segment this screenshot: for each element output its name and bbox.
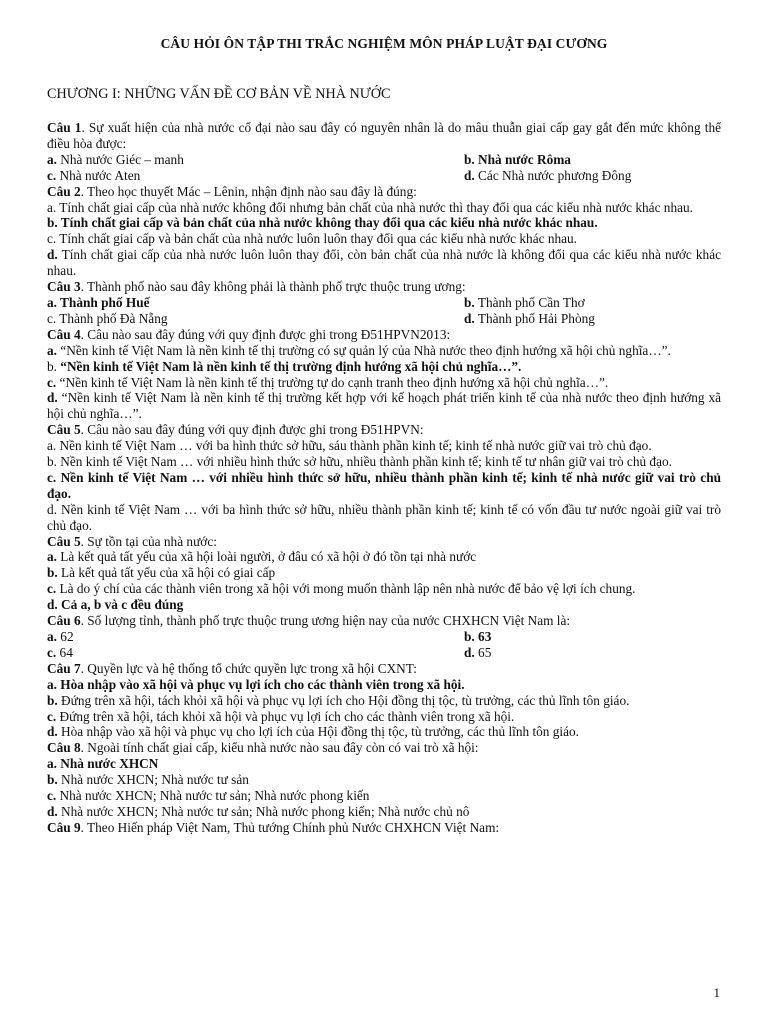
option-b-answer: b. “Nền kinh tế Việt Nam là nền kinh tế thị trường định hướng xã hội chủ nghĩa…”. bbox=[47, 358, 522, 374]
question-list bbox=[47, 120, 721, 836]
page-number: 1 bbox=[713, 985, 720, 1000]
option-c: c. Là do ý chí của các thành viên trong xã hội với mong muốn thành lập nên nhà nước để bảo vệ lợi ích chung. bbox=[47, 581, 636, 597]
chapter-heading: CHƯƠNG I: NHỮNG VẤN ĐỀ CƠ BẢN VỀ NHÀ NƯỚC bbox=[47, 86, 391, 102]
option-a: a. Là kết quả tất yếu của xã hội loài người, ở đâu có xã hội ở đó tồn tại nhà nước bbox=[47, 549, 477, 565]
option-a: a. 62 bbox=[47, 629, 74, 644]
option-b-answer: b. Nhà nước Rôma bbox=[464, 151, 571, 167]
option-b-answer: b. 63 bbox=[464, 629, 492, 644]
question-2: Câu 2. Theo học thuyết Mác – Lênin, nhận định nào sau đây là đúng: bbox=[47, 183, 417, 199]
question-text: . Sự xuất hiện của nhà nước cổ đại nào sau đây có nguyên nhân là do mâu thuẫn giai cấp gay gắt đến mức không thể điều hòa được: bbox=[47, 120, 721, 151]
question-label: Câu 1 bbox=[47, 120, 82, 135]
options-row bbox=[47, 645, 721, 661]
option-c: c. Thành phố Đà Nẵng bbox=[47, 310, 168, 326]
option-b: b. Nhà nước XHCN; Nhà nước tư sản bbox=[47, 772, 249, 788]
option-d: d. Thành phố Hải Phòng bbox=[464, 310, 595, 326]
options-row bbox=[47, 629, 721, 645]
option-c: c. “Nền kinh tế Việt Nam là nền kinh tế thị trường tự do cạnh tranh theo định hướng xã hội chủ nghĩa…”. bbox=[47, 374, 609, 390]
page-title: CÂU HỎI ÔN TẬP THI TRẮC NGHIỆM MÔN PHÁP LUẬT ĐẠI CƯƠNG bbox=[160, 36, 608, 51]
question-1 bbox=[47, 120, 721, 152]
option-b: b. Thành phố Cần Thơ bbox=[464, 294, 585, 310]
options-row bbox=[47, 311, 721, 327]
option-c: c. Đứng trên xã hội, tách khỏi xã hội và phục vụ lợi ích cho các thành viên trong xã hội. bbox=[47, 708, 515, 724]
option-b: b. Nền kinh tế Việt Nam … với nhiều hình thức sở hữu, nhiều thành phần kinh tế; kinh tế tư nhân giữ vai trò chủ đạo. bbox=[47, 454, 672, 470]
option-b-answer: b. Tính chất giai cấp và bản chất của nhà nước không thay đổi qua các kiểu nhà nước khác nhau. bbox=[47, 215, 598, 231]
option-b: b. Là kết quả tất yếu của xã hội có giai cấp bbox=[47, 565, 276, 581]
question-5a: Câu 5. Câu nào sau đây đúng với quy định được ghi trong Đ51HPVN: bbox=[47, 422, 424, 438]
question-9: Câu 9. Theo Hiến pháp Việt Nam, Thủ tướng Chính phủ Nước CHXHCN Việt Nam: bbox=[47, 819, 500, 835]
option-a: a. Tính chất giai cấp của nhà nước không đổi nhưng bản chất của nhà nước thì thay đổi qua các kiểu nhà nước khác nhau. bbox=[47, 199, 693, 215]
option-c-answer: c. Nền kinh tế Việt Nam … với nhiều hình thức sở hữu, nhiều thành phần kinh tế; kinh tế nhà nước giữ vai trò chủ đạo. bbox=[47, 469, 721, 501]
option-d: d. Các Nhà nước phương Đông bbox=[464, 167, 632, 183]
question-5b: Câu 5. Sự tồn tại của nhà nước: bbox=[47, 533, 217, 549]
question-4: Câu 4. Câu nào sau đây đúng với quy định được ghi trong Đ51HPVN2013: bbox=[47, 326, 451, 342]
question-6: Câu 6. Số lượng tỉnh, thành phố trực thuộc trung ương hiện nay của nước CHXHCN Việt Nam là: bbox=[47, 613, 571, 629]
option-d: d. Hòa nhập vào xã hội và phục vụ cho lợi ích của Hội đồng thị tộc, tù trưởng, các thủ lĩnh tôn giáo. bbox=[47, 724, 580, 740]
option-a-answer: a. Nhà nước XHCN bbox=[47, 756, 159, 772]
option-a-answer: a. Hòa nhập vào xã hội và phục vụ lợi ích cho các thành viên trong xã hội. bbox=[47, 676, 465, 692]
option-d: d. “Nền kinh tế Việt Nam là nền kinh tế thị trường kết hợp với kế hoạch phát triển kinh tế của nhà nước theo định hướng xã hội chủ nghĩa…”. bbox=[47, 390, 721, 422]
option-d-answer: d. Cả a, b và c đều đúng bbox=[47, 597, 184, 613]
option-a-answer: a. Thành phố Huế bbox=[47, 294, 150, 310]
option-c: c. Nhà nước XHCN; Nhà nước tư sản; Nhà nước phong kiến bbox=[47, 788, 370, 804]
options-row bbox=[47, 295, 721, 311]
option-a: a. Nhà nước Giéc – manh bbox=[47, 151, 184, 167]
option-d: d. Nhà nước XHCN; Nhà nước tư sản; Nhà nước phong kiến; Nhà nước chủ nô bbox=[47, 803, 470, 819]
question-3: Câu 3. Thành phố nào sau đây không phải là thành phố trực thuộc trung ương: bbox=[47, 279, 466, 295]
option-c: c. Nhà nước Aten bbox=[47, 167, 141, 183]
option-d: d. Nền kinh tế Việt Nam … với ba hình thức sở hữu, nhiều thành phần kinh tế; kinh tế có vốn đầu tư nước ngoài giữ vai trò chủ đạo. bbox=[47, 501, 721, 533]
question-8: Câu 8. Ngoài tính chất giai cấp, kiểu nhà nước nào sau đây còn có vai trò xã hội: bbox=[47, 740, 479, 756]
option-a: a. “Nền kinh tế Việt Nam là nền kinh tế thị trường có sự quản lý của Nhà nước theo định hướng xã hội chủ nghĩa…”. bbox=[47, 342, 671, 358]
option-b: b. Đứng trên xã hội, tách khỏi xã hội và phục vụ lợi ích cho Hội đồng thị tộc, tù trưởng, các thủ lĩnh tôn giáo. bbox=[47, 692, 630, 708]
question-7: Câu 7. Quyền lực và hệ thống tổ chức quyền lực trong xã hội CXNT: bbox=[47, 660, 417, 676]
option-a: a. Nền kinh tế Việt Nam … với ba hình thức sở hữu, sáu thành phần kinh tế; kinh tế nhà nước giữ vai trò chủ đạo. bbox=[47, 438, 652, 454]
options-row bbox=[47, 168, 721, 184]
options-row bbox=[47, 152, 721, 168]
option-d: d. Tính chất giai cấp của nhà nước luôn luôn thay đổi, còn bản chất của nhà nước là không đổi qua các kiểu nhà nước khác nhau. bbox=[47, 247, 721, 279]
option-d: d. 65 bbox=[464, 644, 492, 660]
option-c: c. 64 bbox=[47, 644, 73, 660]
option-c: c. Tính chất giai cấp và bản chất của nhà nước luôn luôn thay đổi qua các kiểu nhà nước khác nhau. bbox=[47, 231, 577, 247]
